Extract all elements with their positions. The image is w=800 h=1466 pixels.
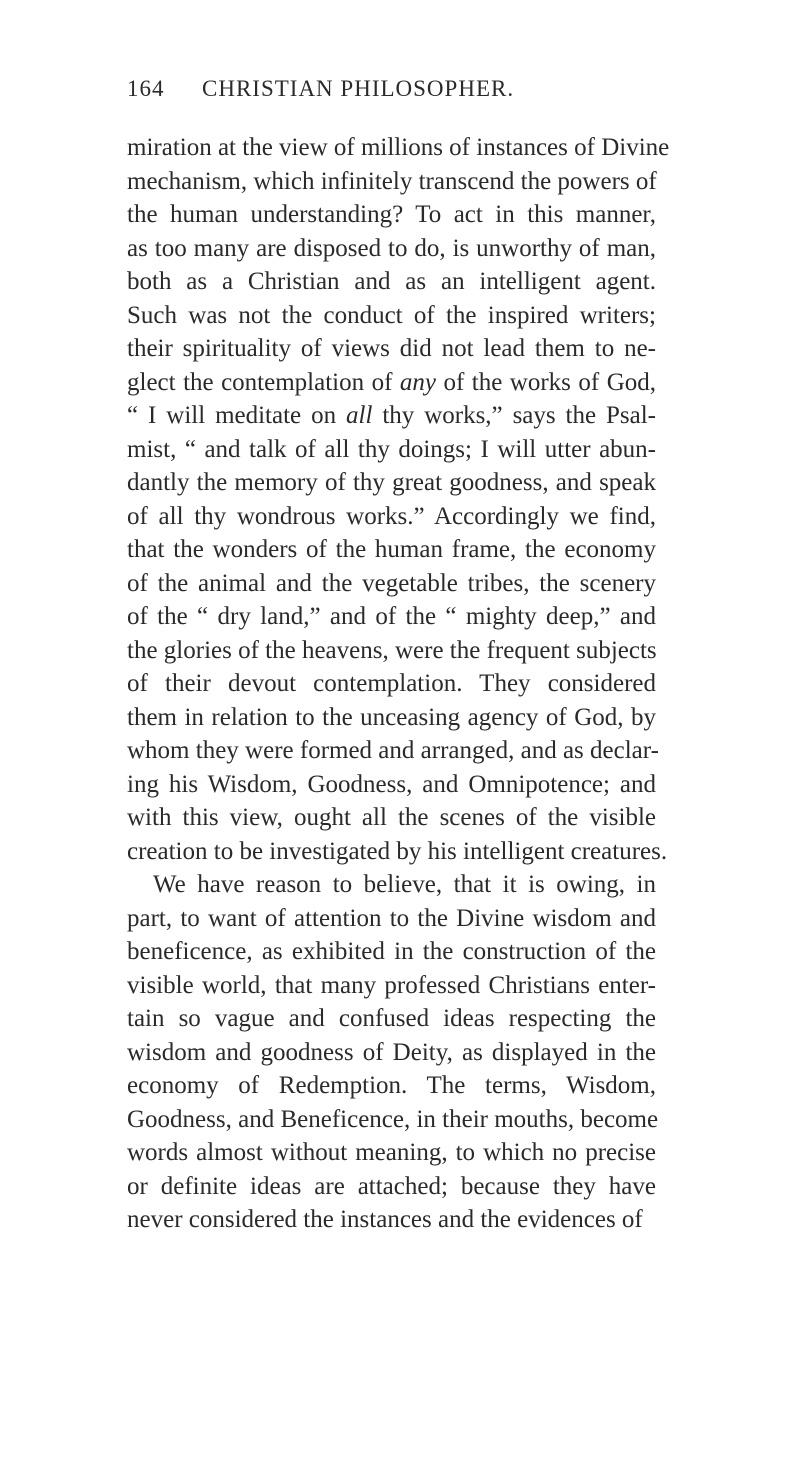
text-line: words almost without meaning, to which no precise	[127, 1139, 656, 1166]
text-line: never considered the instances and the evidences of	[127, 1206, 643, 1233]
text-line: mist, “ and talk of all thy doings; I will utter abun-	[127, 435, 656, 463]
text-line: tain so vague and confused ideas respecting the	[127, 1005, 656, 1032]
text-line: mechanism, which infinitely transcend the powers of	[127, 167, 657, 195]
text-run: of the works of God,	[436, 368, 657, 396]
text-line: of the “ dry land,” and of the “ mighty deep,” and	[127, 603, 656, 630]
text-line: part, to want of attention to the Divine wisdom and	[127, 904, 656, 932]
text-line: as too many are disposed to do, is unworthy of man,	[127, 234, 656, 262]
text-line: of the animal and the vegetable tribes, the scenery	[127, 569, 656, 597]
text-line: that the wonders of the human frame, the economy	[127, 536, 656, 563]
running-head	[127, 76, 657, 112]
text-line: We have reason to believe, that it is owing, in	[153, 871, 656, 898]
text-line: with this view, ought all the scenes of the visible	[127, 804, 656, 831]
text-line: their spirituality of views did not lead them to ne-	[127, 335, 656, 362]
text-line: creation to be investigated by his intelligent creatures.	[127, 837, 668, 865]
text-line: of their devout contemplation. They considered	[127, 670, 656, 697]
text-line: both as a Christian and as an intelligent agent.	[127, 268, 656, 295]
text-line: beneficence, as exhibited in the construction of the	[127, 938, 656, 965]
text-line: ing his Wisdom, Goodness, and Omnipotence; and	[127, 770, 656, 798]
emphasis: all	[346, 402, 373, 429]
text-line: Such was not the conduct of the inspired writers;	[127, 301, 656, 329]
text-line: miration at the view of millions of instances of Divine	[127, 134, 670, 161]
page-number: 164	[127, 76, 165, 101]
text-run: “ I will meditate on	[127, 402, 346, 429]
text-run: glect the contemplation of	[127, 368, 400, 396]
text-line: the human understanding? To act in this manner,	[127, 201, 656, 228]
emphasis: any	[399, 368, 436, 396]
text-line: or definite ideas are attached; because they have	[127, 1172, 656, 1200]
text-line: dantly the memory of thy great goodness, and speak	[127, 469, 656, 496]
text-line: of all thy wondrous works.” Accordingly we find,	[127, 502, 656, 530]
text-line	[127, 366, 656, 400]
text-line: wisdom and goodness of Deity, as displayed in the	[127, 1038, 656, 1066]
text-line	[127, 399, 656, 433]
text-line: them in relation to the unceasing agency of God, by	[127, 703, 656, 731]
body-text	[127, 131, 670, 1237]
text-run: thy works,” says the Psal-	[372, 402, 657, 429]
text-line: Goodness, and Beneficence, in their mouths, become	[127, 1105, 659, 1133]
text-line: visible world, that many professed Christians enter-	[127, 971, 656, 999]
text-line: the glories of the heavens, were the frequent subjects	[127, 636, 657, 664]
running-title: CHRISTIAN PHILOSOPHER.	[202, 76, 515, 101]
text-line: whom they were formed and arranged, and as declar-	[127, 737, 659, 764]
text-line: economy of Redemption. The terms, Wisdom,	[127, 1072, 656, 1099]
